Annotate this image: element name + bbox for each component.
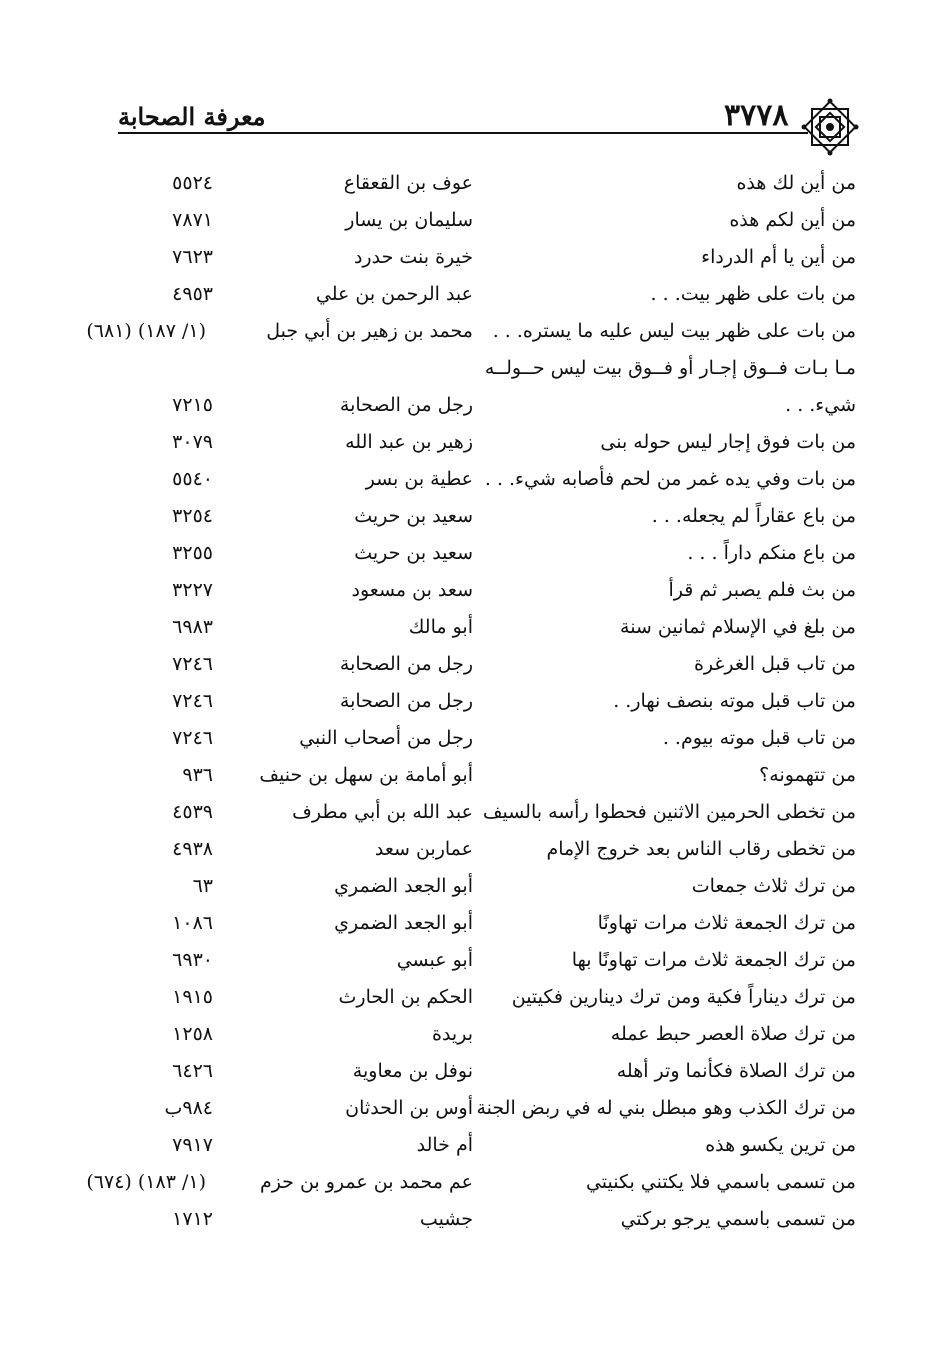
reference-number: ٩٣٦: [182, 764, 213, 786]
reference-number: ١٩١٥: [172, 986, 213, 1008]
index-row: [0, 871, 948, 908]
index-row: [0, 834, 948, 871]
hadith-phrase: من أين لك هذه: [736, 172, 856, 194]
hadith-phrase: من بث فلم يصبر ثم قرأ: [668, 579, 856, 601]
index-row: [0, 501, 948, 538]
hadith-phrase: من ترك الجمعة ثلاث مرات تهاونًا: [597, 912, 856, 934]
narrator-name: محمد بن زهير بن أبي جبل: [266, 320, 473, 342]
index-row: [0, 1204, 948, 1241]
narrator-name: رجل من أصحاب النبي: [299, 727, 473, 749]
index-row: [0, 242, 948, 279]
hadith-phrase: من تاب قبل موته بنصف نهار. .: [613, 690, 856, 712]
index-row: [0, 316, 948, 353]
narrator-name: سليمان بن يسار: [345, 209, 473, 231]
index-row: [0, 945, 948, 982]
index-row: [0, 723, 948, 760]
narrator-name: أبو أمامة بن سهل بن حنيف: [259, 764, 473, 786]
hadith-phrase: من تاب قبل موته بيوم. .: [662, 727, 856, 749]
hadith-phrase: من بلغ في الإسلام ثمانين سنة: [620, 616, 856, 638]
hadith-phrase: من تخطى رقاب الناس بعد خروج الإمام: [546, 838, 856, 860]
index-row: [0, 797, 948, 834]
header-rule: [118, 132, 808, 134]
reference-number: ٦٤٢٦: [172, 1060, 213, 1082]
index-row: [0, 464, 948, 501]
hadith-phrase: من ترك ديناراً فكية ومن ترك دينارين فكيتين: [511, 986, 856, 1008]
reference-number: ٦٩٨٣: [172, 616, 213, 638]
narrator-name: زهير بن عبد الله: [345, 431, 473, 453]
narrator-name: رجل من الصحابة: [339, 690, 473, 712]
hadith-phrase: من ترين يكسو هذه: [705, 1134, 856, 1156]
narrator-name: نوفل بن معاوية: [352, 1060, 473, 1082]
reference-number: ٦٩٣٠: [172, 949, 213, 971]
hadith-phrase: من تاب قبل الغرغرة: [693, 653, 856, 675]
reference-number: ٥٥٤٠: [172, 468, 213, 490]
index-row: [0, 575, 948, 612]
index-row: [0, 353, 948, 390]
reference-number: ٧٢٤٦: [172, 690, 213, 712]
hadith-phrase: من ترك الكذب وهو مبطل بني له في ربض الجنة: [476, 1097, 856, 1119]
hadith-phrase: من باع عقاراً لم يجعله. . .: [651, 505, 856, 527]
hadith-phrase: من تتهمونه؟: [759, 764, 856, 786]
reference-number: ٤٩٥٣: [172, 283, 213, 305]
index-row: [0, 1093, 948, 1130]
index-row: [0, 982, 948, 1019]
narrator-name: رجل من الصحابة: [339, 394, 473, 416]
reference-number: ١٧١٢: [172, 1208, 213, 1230]
hadith-phrase: من تخطى الحرمين الاثنين فحطوا رأسه بالسيف: [482, 801, 856, 823]
hadith-phrase: من أين لكم هذه: [729, 209, 856, 231]
narrator-name: عوف بن القعقاع: [343, 172, 473, 194]
reference-number: ٧٦٢٣: [172, 246, 213, 268]
page-number: ٣٧٧٨: [724, 98, 789, 133]
narrator-name: عماربن سعد: [374, 838, 473, 860]
reference-number: ١٢٥٨: [172, 1023, 213, 1045]
reference-number: ٧٢١٥: [172, 394, 213, 416]
reference-number: ٤٩٣٨: [172, 838, 213, 860]
reference-number: ٣٠٧٩: [172, 431, 213, 453]
reference-number: ٣٢٥٥: [172, 542, 213, 564]
reference-number: (١/ ١٨٣) (٦٧٤): [86, 1171, 206, 1193]
narrator-name: أبو الجعد الضمري: [334, 912, 473, 934]
index-row: [0, 427, 948, 464]
index-table: [0, 168, 948, 1241]
hadith-phrase: من بات على ظهر بيت ليس عليه ما يستره. . .: [492, 320, 856, 342]
index-row: [0, 205, 948, 242]
reference-number: ١٠٨٦: [172, 912, 213, 934]
index-row: [0, 538, 948, 575]
narrator-name: سعد بن مسعود: [351, 579, 473, 601]
narrator-name: خيرة بنت حدرد: [353, 246, 473, 268]
reference-number: ٣٢٥٤: [172, 505, 213, 527]
narrator-name: عبد الله بن أبي مطرف: [292, 801, 473, 823]
narrator-name: أبو عبسي: [396, 949, 473, 971]
reference-number: ٤٥٣٩: [172, 801, 213, 823]
index-row: [0, 279, 948, 316]
reference-number: ٣٢٢٧: [172, 579, 213, 601]
narrator-name: عبد الرحمن بن علي: [315, 283, 473, 305]
hadith-phrase: من أين يا أم الدرداء: [701, 246, 856, 268]
reference-number: ٥٥٢٤: [172, 172, 213, 194]
narrator-name: أبو الجعد الضمري: [334, 875, 473, 897]
reference-number: (١/ ١٨٧) (٦٨١): [86, 320, 206, 342]
reference-number: ٧٢٤٦: [172, 727, 213, 749]
hadith-phrase: من ترك صلاة العصر حبط عمله: [610, 1023, 856, 1045]
narrator-name: أم خالد: [416, 1134, 473, 1156]
reference-number: ٧٢٤٦: [172, 653, 213, 675]
index-row: [0, 1130, 948, 1167]
index-row: [0, 686, 948, 723]
narrator-name: جشيب: [419, 1208, 473, 1230]
reference-number: ٧٨٧١: [172, 209, 213, 231]
index-row: [0, 168, 948, 205]
hadith-phrase: من تسمى باسمي فلا يكتني بكنيتي: [585, 1171, 856, 1193]
page-header: [118, 96, 858, 158]
narrator-name: أوس بن الحدثان: [345, 1097, 473, 1119]
hadith-phrase: من بات فوق إجار ليس حوله بنى: [600, 431, 856, 453]
hadith-phrase: شيء. . .: [785, 394, 856, 416]
star-ornament-icon: [800, 96, 860, 158]
hadith-phrase: من ترك الصلاة فكأنما وتر أهله: [616, 1060, 856, 1082]
index-row: [0, 1056, 948, 1093]
narrator-name: عطية بن بسر: [365, 468, 473, 490]
index-row: [0, 1167, 948, 1204]
index-row: [0, 649, 948, 686]
reference-number: ٦٣: [192, 875, 213, 897]
narrator-name: سعيد بن حريث: [354, 542, 473, 564]
narrator-name: رجل من الصحابة: [339, 653, 473, 675]
narrator-name: عم محمد بن عمرو بن حزم: [259, 1171, 473, 1193]
narrator-name: أبو مالك: [408, 616, 473, 638]
narrator-name: الحكم بن الحارث: [338, 986, 473, 1008]
index-row: [0, 908, 948, 945]
hadith-phrase: من تسمى باسمي يرجو بركتي: [620, 1208, 856, 1230]
narrator-name: سعيد بن حريث: [354, 505, 473, 527]
index-row: [0, 1019, 948, 1056]
reference-number: ٩٨٤ب: [164, 1097, 213, 1119]
narrator-name: بريدة: [432, 1023, 473, 1045]
book-title: معرفة الصحابة: [118, 102, 266, 131]
hadith-phrase: من بات على ظهر بيت. . .: [650, 283, 856, 305]
hadith-phrase: مـا بـات فــوق إجـار أو فــوق بيت ليس حــولــه: [484, 357, 856, 379]
hadith-phrase: من بات وفي يده غمر من لحم فأصابه شيء. . .: [484, 468, 856, 490]
hadith-phrase: من باع منكم داراً . . .: [687, 542, 856, 564]
hadith-phrase: من ترك الجمعة ثلاث مرات تهاونًا بها: [571, 949, 856, 971]
index-row: [0, 760, 948, 797]
index-row: [0, 612, 948, 649]
reference-number: ٧٩١٧: [172, 1134, 213, 1156]
index-row: [0, 390, 948, 427]
hadith-phrase: من ترك ثلاث جمعات: [691, 875, 856, 897]
